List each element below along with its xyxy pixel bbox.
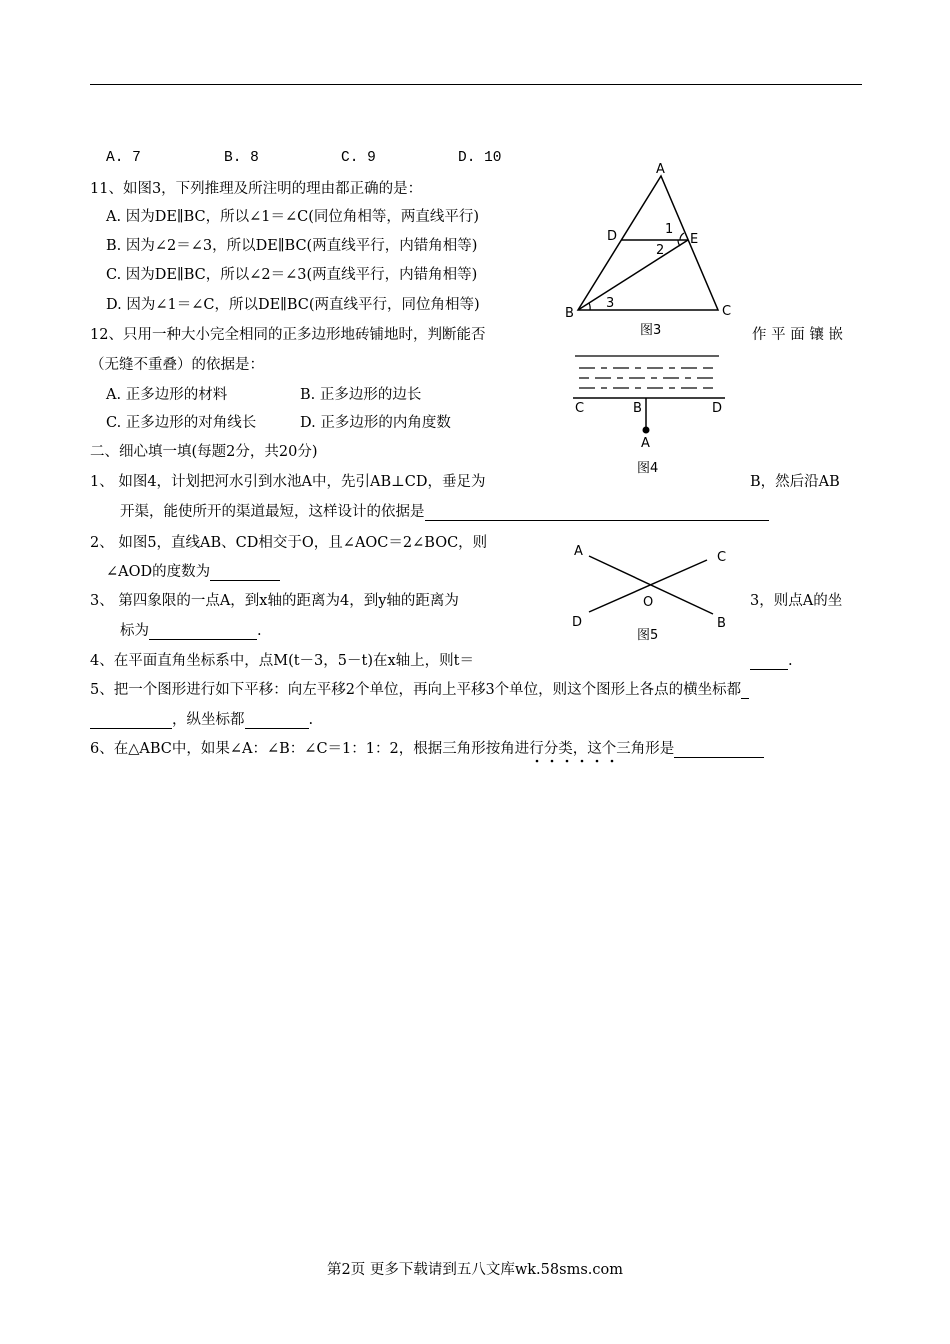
q12-option-c: C. 正多边形的对角线长 bbox=[106, 415, 257, 431]
fig4-label-a: A bbox=[641, 436, 650, 451]
fig3-segment-be bbox=[578, 240, 688, 310]
fill1-left: 1、 如图4，计划把河水引到水池A中，先引AB⊥CD，垂足为 bbox=[90, 474, 486, 490]
fill6-line bbox=[90, 740, 764, 758]
fig5-label-d: D bbox=[572, 615, 583, 630]
fill6-text-pre: 6、在△ABC中，如果∠A：∠B：∠C＝1：1：2，根据三角形 bbox=[90, 741, 486, 757]
fig5-label-a: A bbox=[574, 544, 583, 559]
fill2-line1: 2、 如图5，直线AB、CD相交于O，且∠AOC＝2∠BOC，则 bbox=[90, 535, 488, 551]
fill1-line2 bbox=[120, 503, 769, 521]
fig4-point-a bbox=[643, 427, 650, 434]
fig3-arc-3 bbox=[589, 303, 590, 310]
fig3-arc-1 bbox=[680, 233, 684, 240]
emphasis-dots bbox=[528, 757, 648, 765]
fill2-answer-blank[interactable] bbox=[210, 565, 280, 581]
fill1-answer-blank[interactable] bbox=[425, 505, 769, 521]
fill6-text-dotted: 按角进行分类 bbox=[485, 741, 573, 757]
q12-stem-left: 12、只用一种大小完全相同的正多边形地砖铺地时，判断能否 bbox=[90, 327, 486, 343]
fig4-label-b: B bbox=[633, 401, 642, 416]
fill1-right: B，然后沿AB bbox=[750, 474, 840, 490]
fig3-label-b: B bbox=[565, 306, 574, 321]
header-rule bbox=[90, 84, 862, 85]
fill3-line2: 标为 . bbox=[120, 623, 262, 639]
q11-option-d: D. 因为∠1＝∠C，所以DE∥BC(两直线平行，同位角相等) bbox=[106, 297, 480, 313]
fig3-arc-2 bbox=[678, 240, 680, 246]
fig4-caption: 图4 bbox=[637, 461, 659, 476]
figure-5 bbox=[565, 540, 735, 645]
fig3-label-3: 3 bbox=[606, 296, 615, 311]
figure-3 bbox=[560, 158, 740, 343]
q11-option-b: B. 因为∠2＝∠3，所以DE∥BC(两直线平行，内错角相等) bbox=[106, 238, 478, 254]
fill3-left: 3、 第四象限的一点A，到x轴的距离为4，到y轴的距离为 bbox=[90, 593, 459, 609]
fig5-caption: 图5 bbox=[637, 628, 659, 643]
fill4-right: . bbox=[750, 652, 793, 670]
fig3-label-c: C bbox=[722, 304, 732, 319]
fill4-left: 4、在平面直角坐标系中，点M(t－3，5－t)在x轴上，则t＝ bbox=[90, 653, 474, 669]
fig4-label-d: D bbox=[712, 401, 723, 416]
fill6-answer-blank[interactable] bbox=[674, 742, 764, 758]
q12-stem-line2: （无缝不重叠）的依据是： bbox=[90, 357, 264, 373]
fill1-line2-text: 开渠，能使所开的渠道最短，这样设计的依据是 bbox=[120, 504, 425, 520]
fill5-blank-y[interactable] bbox=[245, 713, 309, 729]
fig5-label-b: B bbox=[717, 616, 726, 631]
fig4-water-dashes bbox=[579, 368, 713, 388]
fig5-label-c: C bbox=[717, 550, 727, 565]
fill3-line2-text: 标为 bbox=[120, 623, 149, 639]
fill6-text-post: ，这个三角形是 bbox=[572, 741, 675, 757]
fig3-label-a: A bbox=[656, 162, 665, 177]
fill5-line1 bbox=[90, 681, 749, 699]
fill5-line1-text: 5、把一个图形进行如下平移：向左平移2个单位，再向上平移3个单位，则这个图形上各点的横坐标都 bbox=[90, 682, 742, 698]
fig3-caption: 图3 bbox=[640, 323, 662, 338]
fill3-answer-blank[interactable] bbox=[149, 624, 257, 640]
fill3-right: 3，则点A的坐 bbox=[750, 593, 843, 609]
page-footer: 第2页 更多下载请到五八文库wk.58sms.com bbox=[327, 1262, 623, 1278]
fill5-blank-x-start[interactable] bbox=[741, 683, 749, 699]
fig4-label-c: C bbox=[575, 401, 585, 416]
q10-option-d: D. 10 bbox=[458, 150, 502, 166]
figure-4 bbox=[565, 350, 735, 480]
fill5-line2-text: ，纵坐标都 bbox=[172, 712, 245, 728]
fill5-line2: ，纵坐标都 . bbox=[90, 711, 313, 729]
q10-option-b: B. 8 bbox=[224, 150, 259, 166]
fill4-answer-blank[interactable] bbox=[750, 654, 788, 670]
fig3-label-e: E bbox=[690, 232, 699, 247]
q10-option-c: C. 9 bbox=[341, 150, 376, 166]
fig5-label-o: O bbox=[643, 595, 654, 610]
fill5-blank-x[interactable] bbox=[90, 713, 172, 729]
q12-stem-right: 作 平 面 镶 嵌 bbox=[752, 327, 843, 343]
fill2-line2-text: ∠AOD的度数为 bbox=[106, 564, 211, 580]
q12-option-d: D. 正多边形的内角度数 bbox=[300, 415, 451, 431]
q11-option-a: A. 因为DE∥BC，所以∠1＝∠C(同位角相等，两直线平行) bbox=[106, 209, 480, 225]
q11-stem: 11、如图3，下列推理及所注明的理由都正确的是： bbox=[90, 181, 423, 197]
q12-option-a: A. 正多边形的材料 bbox=[106, 387, 228, 403]
fill2-line2 bbox=[106, 563, 280, 581]
section-heading: 二、细心填一填(每题2分，共20分) bbox=[90, 444, 318, 460]
fig3-label-2: 2 bbox=[656, 243, 665, 258]
q11-option-c: C. 因为DE∥BC，所以∠2＝∠3(两直线平行，内错角相等) bbox=[106, 267, 478, 283]
q10-option-a: A. 7 bbox=[106, 150, 141, 166]
fig3-label-1: 1 bbox=[665, 222, 674, 237]
q12-option-b: B. 正多边形的边长 bbox=[300, 387, 422, 403]
fig3-label-d: D bbox=[607, 229, 618, 244]
